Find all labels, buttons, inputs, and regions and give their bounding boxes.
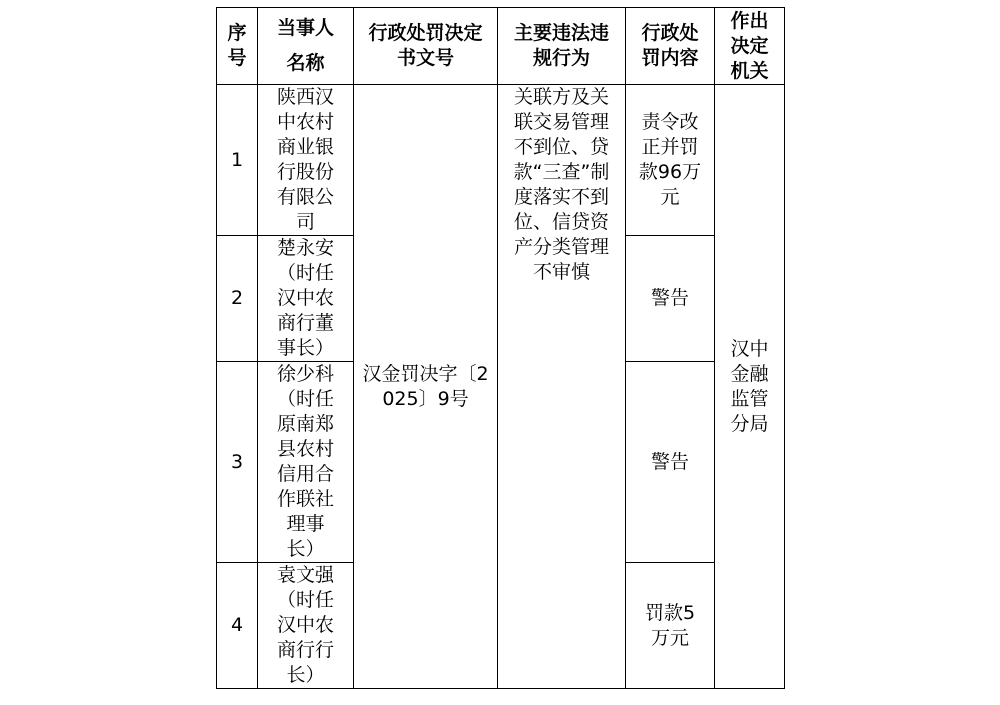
- violation-cell: 关联方及关联交易管理不到位、贷款“三查”制度落实不到位、信贷资产分类管理不审慎: [498, 85, 626, 689]
- row-party: 陕西汉中农村商业银行股份有限公司: [258, 85, 354, 236]
- table-row: [217, 85, 785, 236]
- header-party: 当事人 名称: [258, 8, 354, 85]
- header-seq: 序号: [217, 8, 258, 85]
- header-violation: 主要违法违规行为: [498, 8, 626, 85]
- row-content: 罚款5万元: [626, 563, 715, 689]
- header-doc-no: 行政处罚决定书文号: [354, 8, 498, 85]
- authority-cell: 汉中金融监管分局: [715, 85, 785, 689]
- doc-no-cell: 汉金罚决字〔2025〕9号: [354, 85, 498, 689]
- row-content: 警告: [626, 236, 715, 362]
- row-party: 楚永安（时任汉中农商行董事长）: [258, 236, 354, 362]
- header-authority: 作出决定机关: [715, 8, 785, 85]
- penalty-table: [216, 7, 785, 689]
- row-content: 责令改正并罚款96万元: [626, 85, 715, 236]
- header-content: 行政处罚内容: [626, 8, 715, 85]
- row-party: 袁文强（时任汉中农商行行长）: [258, 563, 354, 689]
- row-seq: 2: [217, 236, 258, 362]
- row-seq: 1: [217, 85, 258, 236]
- header-row: [217, 8, 785, 85]
- row-party: 徐少科（时任原南郑县农村信用合作联社理事长）: [258, 362, 354, 563]
- row-content: 警告: [626, 362, 715, 563]
- row-seq: 4: [217, 563, 258, 689]
- row-seq: 3: [217, 362, 258, 563]
